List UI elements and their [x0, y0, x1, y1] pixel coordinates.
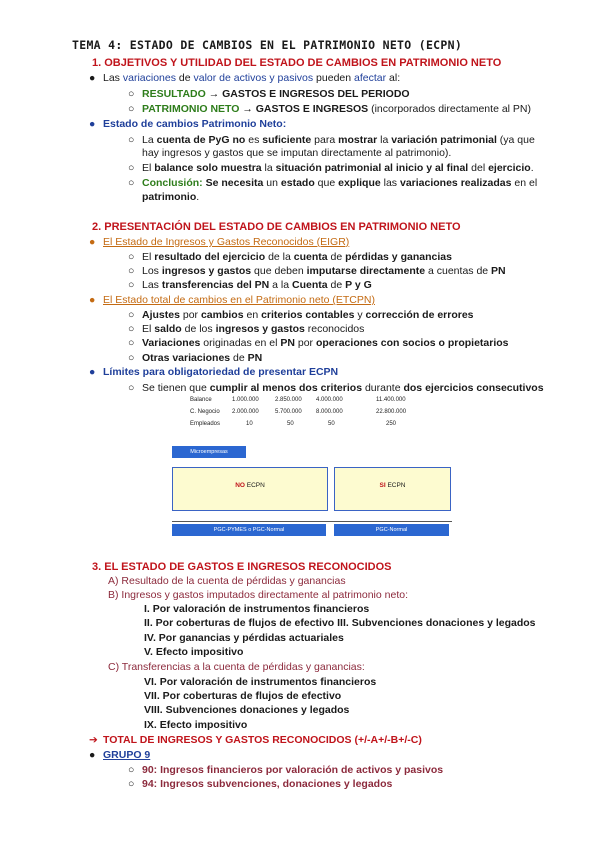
s1-bullet-2: ● Estado de cambios Patrimonio Neto:: [89, 118, 287, 130]
s2-eigr-item-2: ○ Los ingresos y gastos que deben imputarse directamente a cuentas de PN: [128, 265, 506, 277]
s3-group-heading: ● GRUPO 9: [89, 749, 151, 761]
no-ecpn-label: NO ECPN: [235, 482, 265, 489]
table-row-label: C. Negocio: [190, 409, 220, 415]
s2-etcpn-heading: ● El Estado total de cambios en el Patrimonio neto (ETCPN): [89, 294, 375, 306]
table-cell: 8.000.000: [316, 409, 343, 415]
table-cell: 250: [386, 421, 397, 427]
s1-sub-balance: ○ El balance solo muestra la situación patrimonial al inicio y al final del ejercicio.: [128, 162, 534, 174]
s1-sub-pyg-l2: hay ingresos y gastos que se imputan directamente al patrimonio).: [142, 147, 452, 159]
microempresas-bar: Microempresas: [172, 446, 246, 458]
s3-group-item-90: ○ 90: Ingresos financieros por valoración de activos y pasivos: [128, 764, 444, 776]
s1-sub-pyg-l1: ○ La cuenta de PyG no es suficiente para mostrar la variación patrimonial (ya que: [128, 134, 535, 146]
no-ecpn-box: [172, 467, 328, 511]
table-cell: 11.400.000: [376, 397, 406, 403]
s2-eigr-heading: ● El Estado de Ingresos y Gastos Reconocidos (EIGR): [89, 236, 350, 248]
table-cell: 10: [246, 421, 253, 427]
section-1-heading: 1. OBJETIVOS Y UTILIDAD DEL ESTADO DE CAMBIOS EN PATRIMONIO NETO: [92, 57, 502, 69]
s3-group-item-94: ○ 94: Ingresos subvenciones, donaciones y legados: [128, 778, 393, 790]
arrow-icon: ➔: [89, 734, 98, 746]
s3-c-item: IX. Efecto impositivo: [144, 719, 248, 731]
si-ecpn-box: [334, 467, 451, 511]
table-row-label: Balance: [190, 397, 212, 403]
s2-etcpn-item-4: ○ Otras variaciones de PN: [128, 352, 263, 364]
table-cell: 4.000.000: [316, 397, 343, 403]
table-cell: 1.000.000: [232, 397, 259, 403]
s3-c-item: VII. Por coberturas de flujos de efectivo: [144, 690, 342, 702]
s2-limits-heading: ● Límites para obligatoriedad de presentar ECPN: [89, 366, 339, 378]
s3-b-item: V. Efecto impositivo: [144, 646, 244, 658]
s2-etcpn-item-2: ○ El saldo de los ingresos y gastos reconocidos: [128, 323, 365, 335]
s3-c-item: VI. Por valoración de instrumentos financieros: [144, 676, 377, 688]
si-ecpn-label: SI ECPN: [379, 482, 406, 489]
page-title: TEMA 4: ESTADO DE CAMBIOS EN EL PATRIMONIO NETO (ECPN): [72, 38, 463, 52]
s3-b-item: IV. Por ganancias y pérdidas actuariales: [144, 632, 344, 644]
diagram-axis-line: [172, 521, 452, 522]
s2-etcpn-item-3: ○ Variaciones originadas en el PN por operaciones con socios o propietarios: [128, 337, 509, 349]
s2-eigr-item-1: ○ El resultado del ejercicio de la cuenta de pérdidas y ganancias: [128, 251, 452, 263]
table-cell: 2.850.000: [275, 397, 302, 403]
s1-sub-patrimonio: ○ PATRIMONIO NETO → GASTOS E INGRESOS (incorporados directamente al PN): [128, 103, 531, 115]
table-cell: 22.800.000: [376, 409, 407, 415]
s3-item-b: B) Ingresos y gastos imputados directamente al patrimonio neto:: [108, 589, 408, 601]
pgc-normal-bar: PGC-Normal: [334, 524, 449, 536]
s2-eigr-item-3: ○ Las transferencias del PN a la Cuenta de P y G: [128, 279, 372, 291]
s3-b-item: II. Por coberturas de flujos de efectivo III. Subvenciones donaciones y legados: [144, 617, 536, 629]
table-cell: 50: [328, 421, 335, 427]
table-row-label: Empleados: [190, 421, 221, 427]
section-3-heading: 3. EL ESTADO DE GASTOS E INGRESOS RECONOCIDOS: [92, 561, 392, 573]
s1-bullet-1: ● Las variaciones de valor de activos y pasivos pueden afectar al:: [89, 72, 401, 84]
s3-item-a: A) Resultado de la cuenta de pérdidas y ganancias: [108, 575, 346, 587]
s3-total: ➔ TOTAL DE INGRESOS Y GASTOS RECONOCIDOS (+/-A+/-B+/-C): [89, 734, 422, 746]
s3-b-item: I. Por valoración de instrumentos financieros: [144, 603, 370, 615]
s3-item-c: C) Transferencias a la cuenta de pérdidas y ganancias:: [108, 661, 365, 673]
s2-limits-item: ○ Se tienen que cumplir al menos dos criterios durante dos ejercicios consecutivos: [128, 382, 544, 394]
section-2-heading: 2. PRESENTACIÓN DEL ESTADO DE CAMBIOS EN PATRIMONIO NETO: [92, 221, 461, 233]
pgc-pymes-bar: PGC-PYMES o PGC-Normal: [172, 524, 326, 536]
s1-sub-conclusion-l2: patrimonio.: [142, 191, 200, 203]
s1-sub-conclusion-l1: ○ Conclusión: Se necesita un estado que explique las variaciones realizadas en el: [128, 177, 538, 189]
s3-c-item: VIII. Subvenciones donaciones y legados: [144, 704, 350, 716]
s1-sub-resultado: ○ RESULTADO → GASTOS E INGRESOS DEL PERIODO: [128, 88, 410, 100]
table-cell: 5.700.000: [275, 409, 302, 415]
table-cell: 50: [287, 421, 294, 427]
table-cell: 2.000.000: [232, 409, 259, 415]
s2-etcpn-item-1: ○ Ajustes por cambios en criterios contables y corrección de errores: [128, 309, 474, 321]
